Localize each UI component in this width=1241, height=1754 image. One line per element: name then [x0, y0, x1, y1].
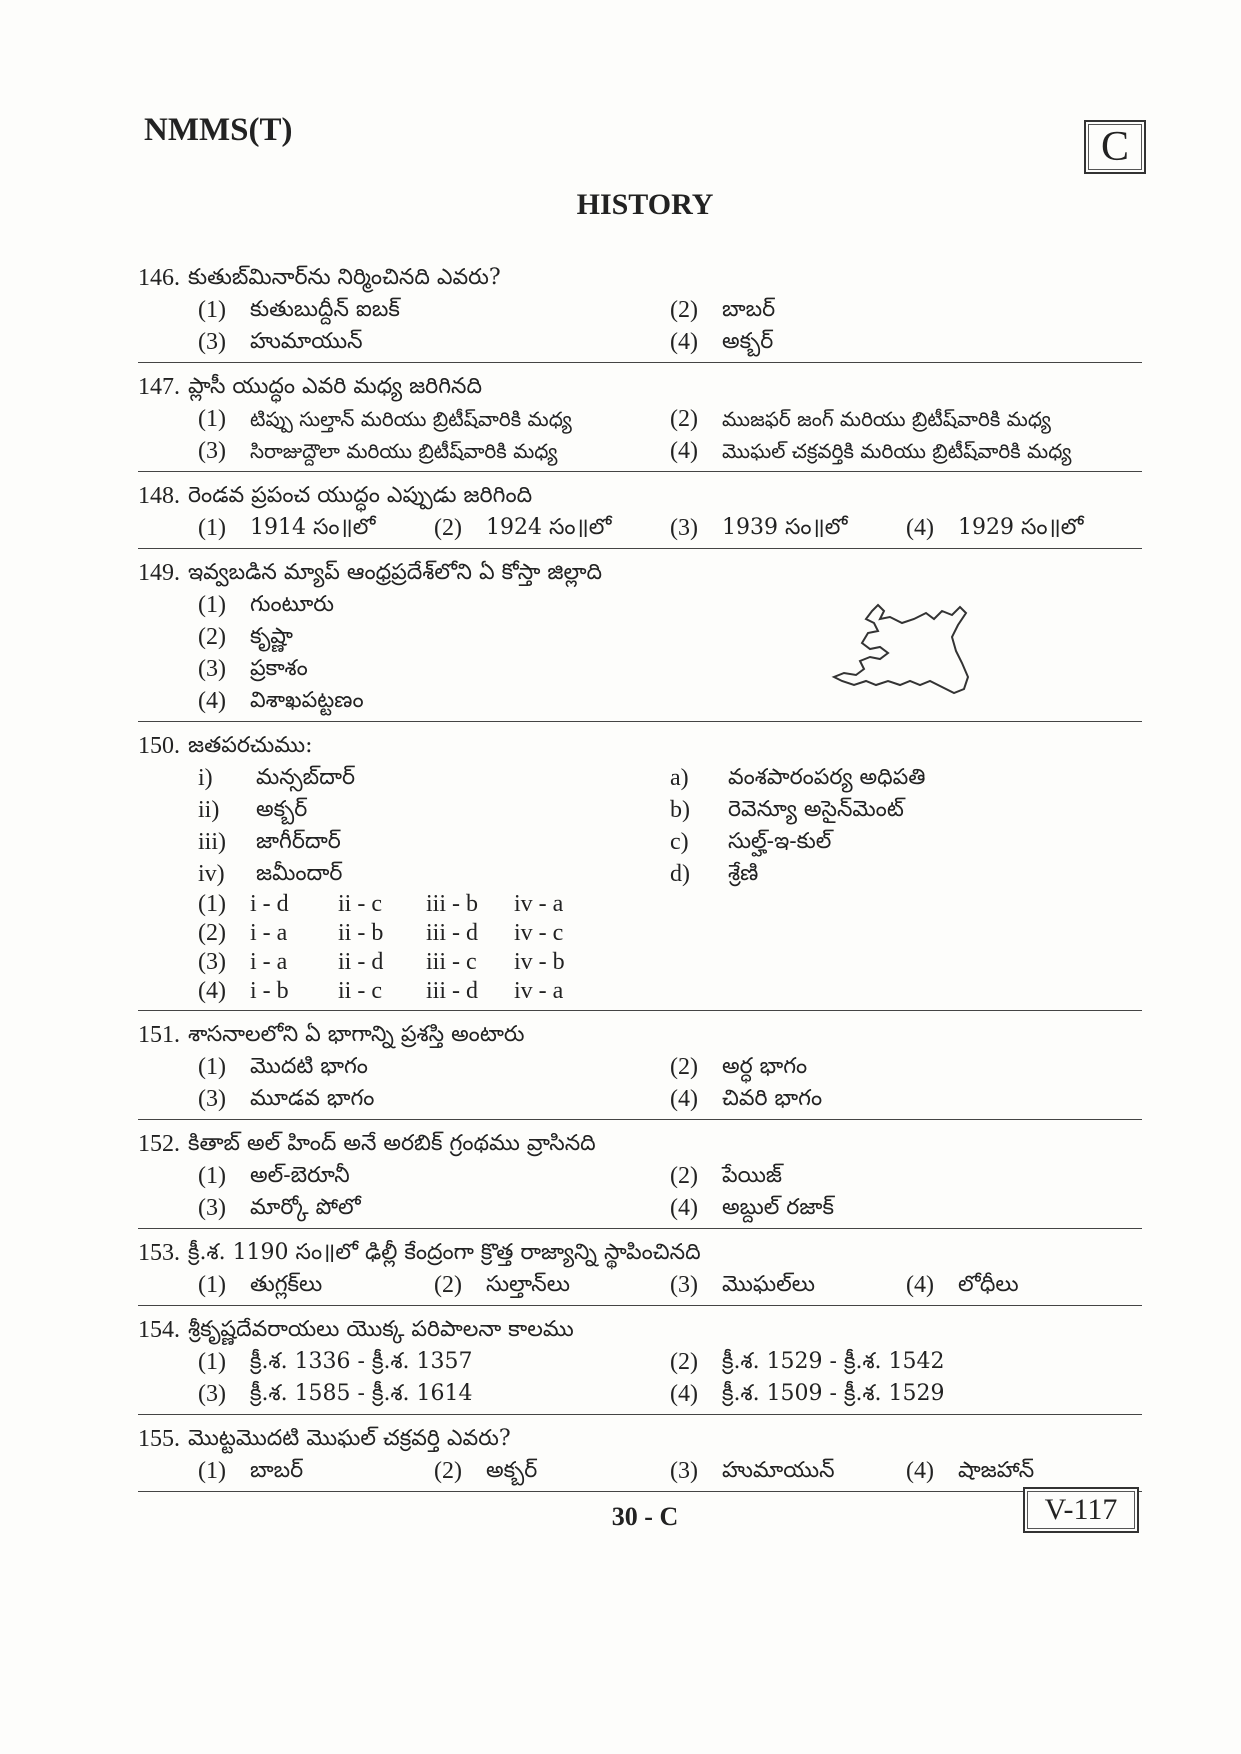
option-1[interactable]: (1) అల్-బెరూనీ [198, 1163, 350, 1189]
question-155 [138, 1423, 1142, 1492]
option-2[interactable]: (2) ముజఫర్ జంగ్ మరియు బ్రిటీష్‌వారికి మధ్య [670, 406, 1051, 432]
question-text: క్రీ.శ. 1190 సం॥లో ఢిల్లీ కేంద్రంగా క్రొత్త రాజ్యాన్ని స్థాపించినది [188, 1240, 701, 1265]
question-text: కుతుబ్‌మినార్‌ను నిర్మించినది ఎవరు? [188, 265, 501, 290]
match-right-a: a) వంశపారంపర్య అధిపతి [670, 765, 926, 791]
question-text: ఇవ్వబడిన మ్యాప్ ఆంధ్రప్రదేశ్‌లోని ఏ కోస్తా జిల్లాది [188, 560, 603, 585]
option-2[interactable]: (2) క్రీ.శ. 1529 - క్రీ.శ. 1542 [670, 1349, 945, 1375]
match-left-iv: iv) జమీందార్ [198, 861, 343, 887]
question-text: ప్లాసీ యుద్ధం ఎవరి మధ్య జరిగినది [188, 374, 482, 399]
question-text: శ్రీకృష్ణదేవరాయలు యొక్క పరిపాలనా కాలము [188, 1317, 574, 1342]
option-1[interactable]: (1) i - d ii - c iii - b iv - a [198, 891, 564, 917]
option-3[interactable]: (3) మార్కో పోలో [198, 1195, 361, 1221]
question-number: 152. [138, 1131, 180, 1157]
question-text: జతపరచుము: [188, 733, 313, 758]
option-1[interactable]: (1) మొదటి భాగం [198, 1054, 368, 1080]
option-2[interactable]: (2) పేయిజ్ [670, 1163, 783, 1189]
option-1[interactable]: (1) బాబర్ [198, 1458, 304, 1484]
question-number: 149. [138, 560, 180, 586]
question-text: మొట్టమొదటి మొఘల్ చక్రవర్తి ఎవరు? [188, 1426, 511, 1451]
question-153 [138, 1237, 1142, 1306]
map-outline [834, 605, 968, 693]
question-number: 151. [138, 1022, 180, 1048]
question-146 [138, 262, 1142, 363]
question-150 [138, 730, 1142, 1011]
question-set-box: C [1084, 120, 1146, 174]
option-2[interactable]: (2) అక్బర్ [434, 1458, 538, 1484]
option-3[interactable]: (3) హుమాయున్ [198, 329, 363, 355]
exam-code: NMMS(T) [144, 112, 293, 148]
option-3[interactable]: (3) క్రీ.శ. 1585 - క్రీ.శ. 1614 [198, 1381, 473, 1407]
question-151 [138, 1019, 1142, 1120]
option-1[interactable]: (1) కుతుబుద్దీన్ ఐబక్ [198, 297, 400, 323]
option-3[interactable]: (3) i - a ii - d iii - c iv - b [198, 949, 565, 975]
question-148 [138, 480, 1142, 549]
district-map [830, 597, 990, 711]
question-text: కితాబ్ అల్ హింద్ అనే అరబిక్ గ్రంథము వ్రాసినది [188, 1131, 596, 1156]
option-4[interactable]: (4) చివరి భాగం [670, 1086, 823, 1112]
option-3[interactable]: (3) హుమాయున్ [670, 1458, 835, 1484]
option-2[interactable]: (2) i - a ii - b iii - d iv - c [198, 920, 564, 946]
option-4[interactable]: (4) i - b ii - c iii - d iv - a [198, 978, 564, 1004]
option-2[interactable]: (2) అర్ధ భాగం [670, 1054, 808, 1080]
question-147 [138, 371, 1142, 472]
option-4[interactable]: (4) షాజహాన్ [906, 1458, 1035, 1484]
option-4[interactable]: (4) మొఘల్ చక్రవర్తికి మరియు బ్రిటీష్‌వారికి మధ్య [670, 438, 1072, 464]
option-2[interactable]: (2) 1924 సం॥లో [434, 515, 612, 541]
question-154 [138, 1314, 1142, 1415]
match-right-d: d) శ్రేణి [670, 861, 759, 887]
option-4[interactable]: (4) అక్బర్ [670, 329, 774, 355]
match-left-i: i) మన్సబ్‌దార్ [198, 765, 356, 791]
page-number: 30 - C [611, 1502, 679, 1531]
option-1[interactable]: (1) గుంటూరు [198, 592, 334, 618]
question-text: రెండవ ప్రపంచ యుద్ధం ఎప్పుడు జరిగింది [188, 483, 533, 508]
option-2[interactable]: (2) సుల్తాన్‌లు [434, 1272, 570, 1298]
option-1[interactable]: (1) తుగ్లక్‌లు [198, 1272, 323, 1298]
question-list [138, 262, 1142, 1500]
question-number: 154. [138, 1317, 180, 1343]
option-3[interactable]: (3) మూడవ భాగం [198, 1086, 375, 1112]
subject-title: HISTORY [576, 188, 714, 221]
option-2[interactable]: (2) కృష్ణా [198, 624, 293, 650]
option-4[interactable]: (4) విశాఖపట్టణం [198, 688, 364, 714]
match-right-c: c) సుల్హ్-ఇ-కుల్ [670, 829, 832, 855]
match-left-iii: iii) జాగీర్‌దార్ [198, 829, 341, 855]
question-text: శాసనాలలోని ఏ భాగాన్ని ప్రశస్తి అంటారు [188, 1022, 525, 1047]
question-number: 155. [138, 1426, 180, 1452]
question-number: 146. [138, 265, 180, 291]
option-4[interactable]: (4) క్రీ.శ. 1509 - క్రీ.శ. 1529 [670, 1381, 945, 1407]
booklet-code-box: V-117 [1023, 1487, 1139, 1533]
option-3[interactable]: (3) 1939 సం॥లో [670, 515, 848, 541]
question-number: 153. [138, 1240, 180, 1266]
option-4[interactable]: (4) 1929 సం॥లో [906, 515, 1084, 541]
option-4[interactable]: (4) లోధీలు [906, 1272, 1019, 1298]
option-3[interactable]: (3) ప్రకాశం [198, 656, 308, 682]
match-left-ii: ii) అక్బర్ [198, 797, 308, 823]
question-number: 147. [138, 374, 180, 400]
option-1[interactable]: (1) టిప్పు సుల్తాన్ మరియు బ్రిటీష్‌వారికి మధ్య [198, 406, 572, 432]
match-answer-options [198, 890, 1142, 1006]
question-number: 150. [138, 733, 180, 759]
option-1[interactable]: (1) క్రీ.శ. 1336 - క్రీ.శ. 1357 [198, 1349, 473, 1375]
match-right-b: b) రెవెన్యూ అసైన్‌మెంట్ [670, 797, 904, 823]
option-3[interactable]: (3) సిరాజుద్దౌలా మరియు బ్రిటీష్‌వారికి మధ్య [198, 438, 558, 464]
option-3[interactable]: (3) మొఘల్‌లు [670, 1272, 815, 1298]
question-number: 148. [138, 483, 180, 509]
option-4[interactable]: (4) అబ్దుల్ రజాక్ [670, 1195, 834, 1221]
question-152 [138, 1128, 1142, 1229]
option-2[interactable]: (2) బాబర్ [670, 297, 776, 323]
question-149 [138, 557, 1142, 722]
option-1[interactable]: (1) 1914 సం॥లో [198, 515, 376, 541]
